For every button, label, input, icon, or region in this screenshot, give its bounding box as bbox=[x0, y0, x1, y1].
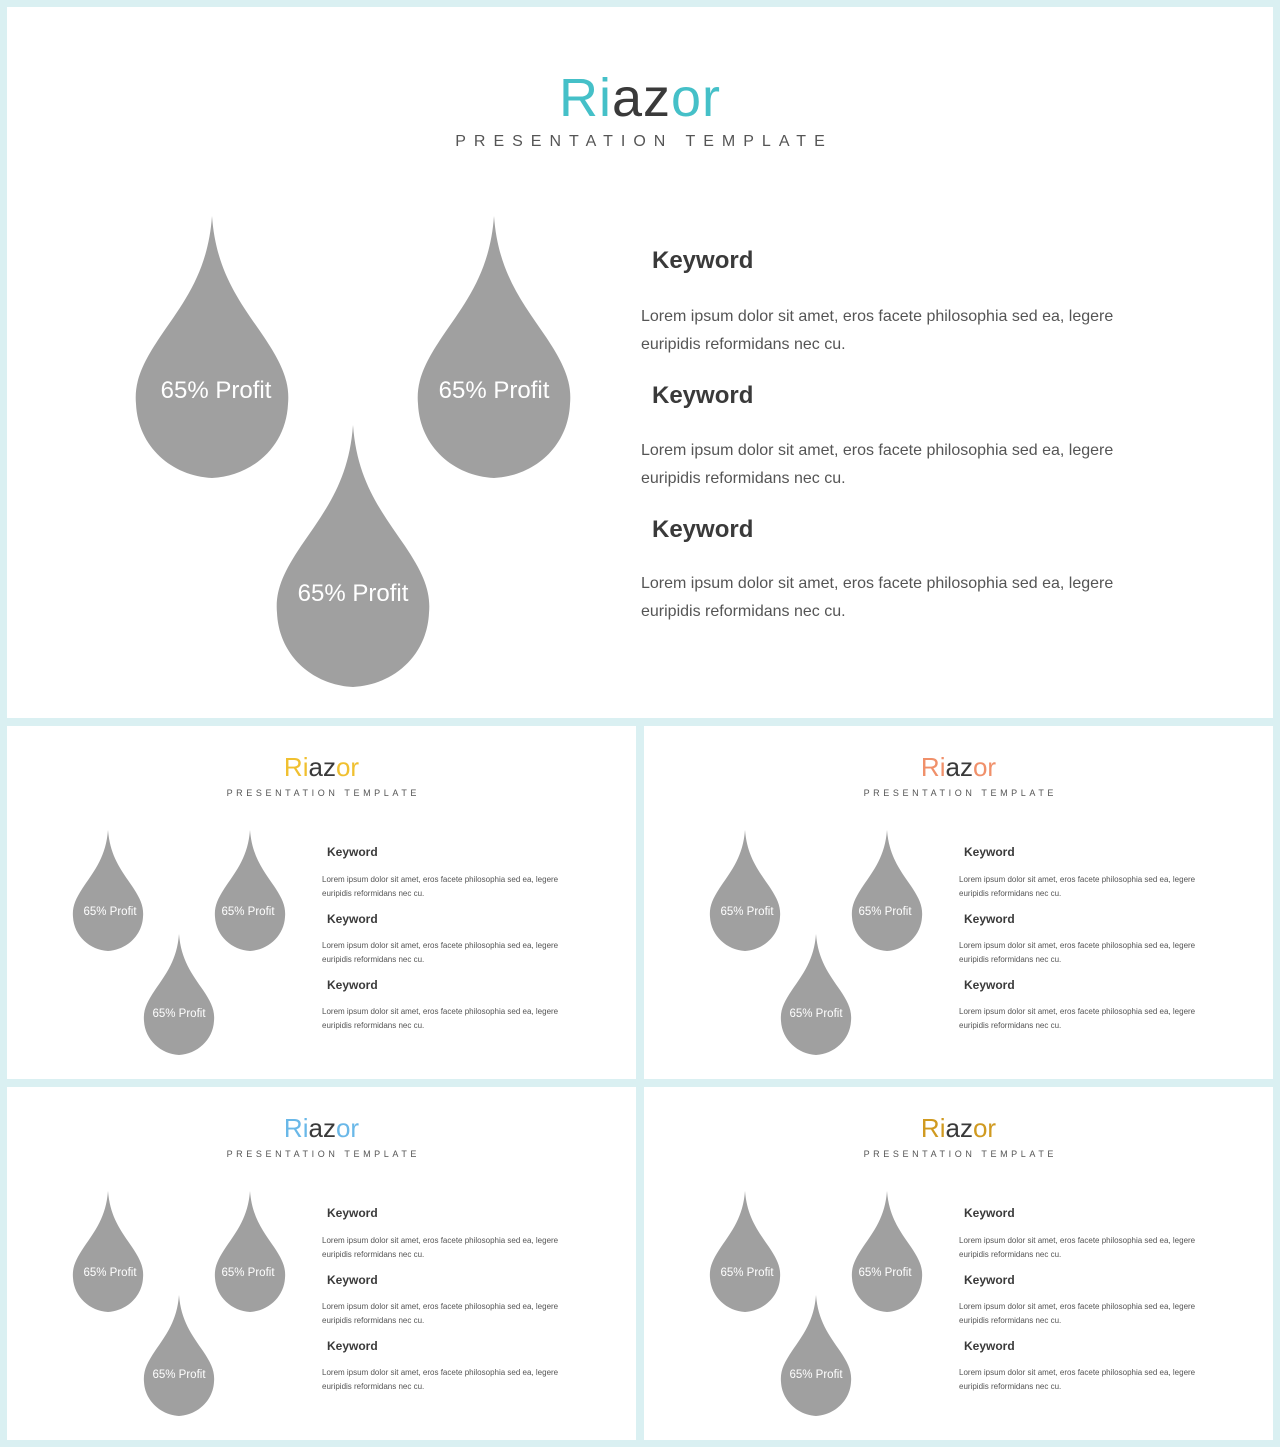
drop-shape bbox=[418, 216, 571, 478]
drop-label: 65% Profit bbox=[221, 906, 275, 918]
drop-3 bbox=[277, 425, 430, 687]
drop-label: 65% Profit bbox=[297, 580, 409, 607]
drop-shape bbox=[781, 1295, 851, 1416]
drop-shape bbox=[277, 425, 430, 687]
drop-1 bbox=[710, 1191, 780, 1312]
drops-graphic bbox=[7, 1087, 307, 1440]
keyword-text: Lorem ipsum dolor sit amet, eros facete philosophia sed ea, legere euripidis reformidans nec cu. bbox=[959, 1236, 1196, 1259]
keyword-text: Lorem ipsum dolor sit amet, eros facete philosophia sed ea, legere euripidis reformidans nec cu. bbox=[959, 875, 1196, 898]
keyword-heading: Keyword bbox=[964, 978, 1015, 992]
drop-shape bbox=[215, 1191, 285, 1312]
keyword-text: Lorem ipsum dolor sit amet, eros facete philosophia sed ea, legere euripidis reformidans nec cu. bbox=[641, 308, 1114, 353]
drop-2 bbox=[852, 1191, 922, 1312]
drops-graphic bbox=[644, 1087, 944, 1440]
slide-main bbox=[7, 7, 1273, 718]
drop-label: 65% Profit bbox=[858, 1267, 912, 1279]
keyword-text: Lorem ipsum dolor sit amet, eros facete philosophia sed ea, legere euripidis reformidans nec cu. bbox=[959, 941, 1196, 964]
slide-variant-blue bbox=[7, 1087, 636, 1440]
drop-label: 65% Profit bbox=[789, 1369, 843, 1381]
slide-subtitle: PRESENTATION TEMPLATE bbox=[226, 1149, 421, 1159]
drop-shape bbox=[852, 830, 922, 951]
keyword-text: Lorem ipsum dolor sit amet, eros facete philosophia sed ea, legere euripidis reformidans nec cu. bbox=[641, 575, 1114, 620]
keyword-text: Lorem ipsum dolor sit amet, eros facete philosophia sed ea, legere euripidis reformidans nec cu. bbox=[322, 1236, 559, 1259]
drop-shape bbox=[136, 216, 289, 478]
keyword-heading: Keyword bbox=[327, 845, 378, 859]
drop-1 bbox=[73, 1191, 143, 1312]
title-part-or: or bbox=[972, 1113, 997, 1143]
keyword-text: Lorem ipsum dolor sit amet, eros facete philosophia sed ea, legere euripidis reformidans nec cu. bbox=[959, 1368, 1196, 1391]
keyword-heading: Keyword bbox=[964, 1339, 1015, 1353]
keyword-text: Lorem ipsum dolor sit amet, eros facete philosophia sed ea, legere euripidis reformidans nec cu. bbox=[322, 1302, 559, 1325]
drop-label: 65% Profit bbox=[438, 377, 550, 404]
keyword-heading: Keyword bbox=[964, 912, 1015, 926]
title-part-ri: Ri bbox=[283, 752, 309, 782]
title-part-ri: Ri bbox=[558, 68, 612, 128]
slide-variant-orange bbox=[644, 726, 1273, 1079]
drop-shape bbox=[144, 934, 214, 1055]
slide-subtitle: PRESENTATION TEMPLATE bbox=[226, 788, 421, 798]
keyword-heading: Keyword bbox=[327, 1206, 378, 1220]
title-part-or: or bbox=[335, 1113, 360, 1143]
drop-2 bbox=[852, 830, 922, 951]
drop-shape bbox=[852, 1191, 922, 1312]
drop-label: 65% Profit bbox=[83, 1267, 137, 1279]
keyword-text: Lorem ipsum dolor sit amet, eros facete philosophia sed ea, legere euripidis reformidans nec cu. bbox=[641, 442, 1114, 487]
drop-shape bbox=[73, 830, 143, 951]
keyword-heading: Keyword bbox=[327, 1339, 378, 1353]
drop-label: 65% Profit bbox=[152, 1008, 206, 1020]
drop-1 bbox=[73, 830, 143, 951]
drop-3 bbox=[144, 1295, 214, 1416]
keyword-heading: Keyword bbox=[964, 1273, 1015, 1287]
drop-1 bbox=[136, 216, 289, 478]
drop-shape bbox=[710, 1191, 780, 1312]
keyword-text: Lorem ipsum dolor sit amet, eros facete philosophia sed ea, legere euripidis reformidans nec cu. bbox=[322, 875, 559, 898]
drop-label: 65% Profit bbox=[789, 1008, 843, 1020]
drop-3 bbox=[781, 1295, 851, 1416]
title-part-or: or bbox=[335, 752, 360, 782]
slide-variant-gold bbox=[644, 1087, 1273, 1440]
keyword-text: Lorem ipsum dolor sit amet, eros facete philosophia sed ea, legere euripidis reformidans nec cu. bbox=[322, 941, 559, 964]
keyword-heading: Keyword bbox=[964, 1206, 1015, 1220]
drop-label: 65% Profit bbox=[160, 377, 272, 404]
drop-label: 65% Profit bbox=[858, 906, 912, 918]
drop-label: 65% Profit bbox=[152, 1369, 206, 1381]
drop-2 bbox=[215, 830, 285, 951]
title-part-az: az bbox=[611, 68, 672, 128]
slide-subtitle: PRESENTATION TEMPLATE bbox=[863, 1149, 1058, 1159]
title-part-az: az bbox=[308, 752, 336, 782]
keyword-heading: Keyword bbox=[327, 1273, 378, 1287]
title-part-ri: Ri bbox=[920, 1113, 946, 1143]
drops-graphic bbox=[644, 726, 944, 1079]
keyword-heading: Keyword bbox=[652, 382, 754, 409]
keyword-text: Lorem ipsum dolor sit amet, eros facete philosophia sed ea, legere euripidis reformidans nec cu. bbox=[959, 1302, 1196, 1325]
title-part-or: or bbox=[972, 752, 997, 782]
keyword-heading: Keyword bbox=[327, 912, 378, 926]
drop-2 bbox=[215, 1191, 285, 1312]
drops-graphic bbox=[7, 726, 307, 1079]
drop-3 bbox=[144, 934, 214, 1055]
title-part-ri: Ri bbox=[920, 752, 946, 782]
drop-shape bbox=[215, 830, 285, 951]
slide-variant-yellow bbox=[7, 726, 636, 1079]
title-part-ri: Ri bbox=[283, 1113, 309, 1143]
keyword-text: Lorem ipsum dolor sit amet, eros facete philosophia sed ea, legere euripidis reformidans nec cu. bbox=[322, 1368, 559, 1391]
title-part-or: or bbox=[671, 68, 722, 128]
drops-graphic bbox=[7, 7, 607, 718]
drop-3 bbox=[781, 934, 851, 1055]
keyword-heading: Keyword bbox=[964, 845, 1015, 859]
slide-subtitle: PRESENTATION TEMPLATE bbox=[863, 788, 1058, 798]
drop-label: 65% Profit bbox=[720, 1267, 774, 1279]
drop-label: 65% Profit bbox=[221, 1267, 275, 1279]
keyword-heading: Keyword bbox=[652, 247, 754, 274]
title-part-az: az bbox=[945, 752, 973, 782]
keyword-text: Lorem ipsum dolor sit amet, eros facete philosophia sed ea, legere euripidis reformidans nec cu. bbox=[322, 1007, 559, 1030]
keyword-text: Lorem ipsum dolor sit amet, eros facete philosophia sed ea, legere euripidis reformidans nec cu. bbox=[959, 1007, 1196, 1030]
keyword-heading: Keyword bbox=[327, 978, 378, 992]
keyword-heading: Keyword bbox=[652, 516, 754, 543]
drop-shape bbox=[73, 1191, 143, 1312]
drop-1 bbox=[710, 830, 780, 951]
drop-shape bbox=[144, 1295, 214, 1416]
drop-shape bbox=[710, 830, 780, 951]
title-part-az: az bbox=[945, 1113, 973, 1143]
slide-subtitle: PRESENTATION TEMPLATE bbox=[455, 133, 833, 150]
drop-shape bbox=[781, 934, 851, 1055]
title-part-az: az bbox=[308, 1113, 336, 1143]
drop-label: 65% Profit bbox=[720, 906, 774, 918]
drop-label: 65% Profit bbox=[83, 906, 137, 918]
drop-2 bbox=[418, 216, 571, 478]
